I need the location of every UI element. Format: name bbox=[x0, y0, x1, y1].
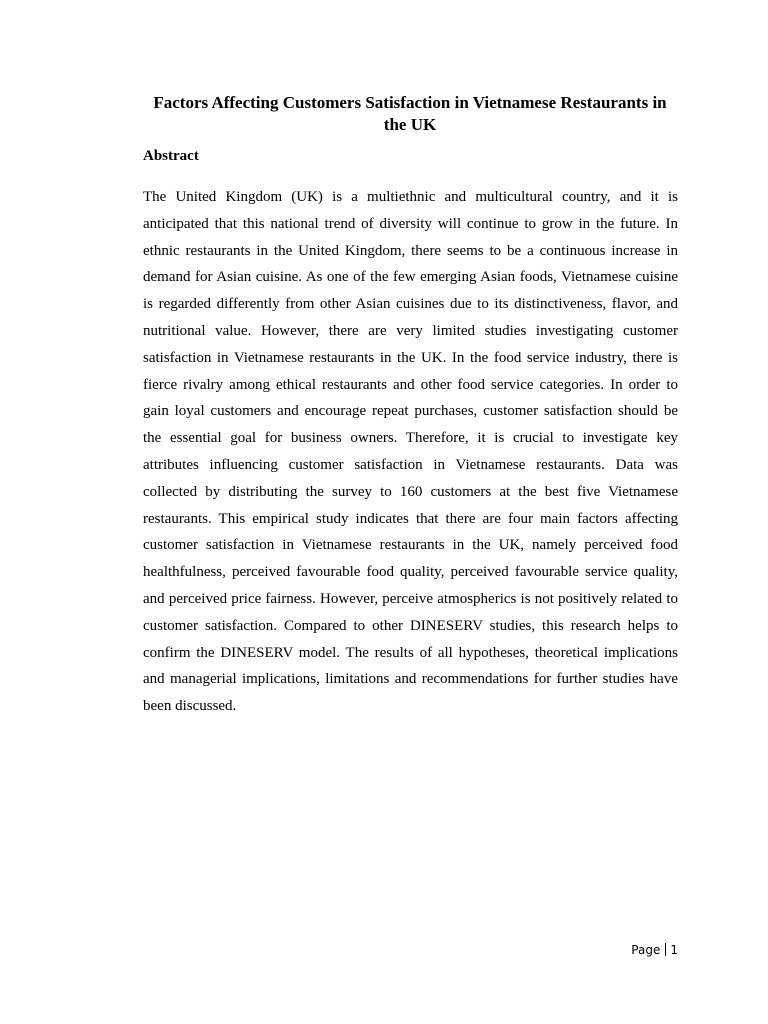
page-separator bbox=[665, 943, 666, 956]
abstract-paragraph: The United Kingdom (UK) is a multiethnic and multicultural country, and it is anticipated that this national trend of diversity will continue to grow in the future. In ethnic restaurants in the United Kingdom, there seems to be a continuous increase in demand for Asian cuisine. As one of the few emerging Asian foods, Vietnamese cuisine is regarded differently from other Asian cuisines due to its distinctiveness, flavor, and nutritional value. However, there are very limited studies investigating customer satisfaction in Vietnamese restaurants in the UK. In the food service industry, there is fierce rivalry among ethical restaurants and other food service categories. In order to gain loyal customers and encourage repeat purchases, customer satisfaction should be the essential goal for business owners. Therefore, it is crucial to investigate key attributes influencing customer satisfaction in Vietnamese restaurants. Data was collected by distributing the survey to 160 customers at the best five Vietnamese restaurants. This empirical study indicates that there are four main factors affecting customer satisfaction in Vietnamese restaurants in the UK, namely perceived food healthfulness, perceived favourable food quality, perceived favourable service quality, and perceived price fairness. However, perceive atmospherics is not positively related to customer satisfaction. Compared to other DINESERV studies, this research helps to confirm the DINESERV model. The results of all hypotheses, theoretical implications and managerial implications, limitations and recommendations for further studies have been discussed. bbox=[143, 189, 678, 715]
page-footer bbox=[631, 942, 678, 958]
document-title: Factors Affecting Customers Satisfaction in Vietnamese Restaurants in the UK bbox=[153, 93, 667, 134]
page-number: 1 bbox=[670, 943, 678, 957]
section-heading-abstract: Abstract bbox=[143, 148, 199, 164]
page-label: Page bbox=[631, 943, 661, 957]
